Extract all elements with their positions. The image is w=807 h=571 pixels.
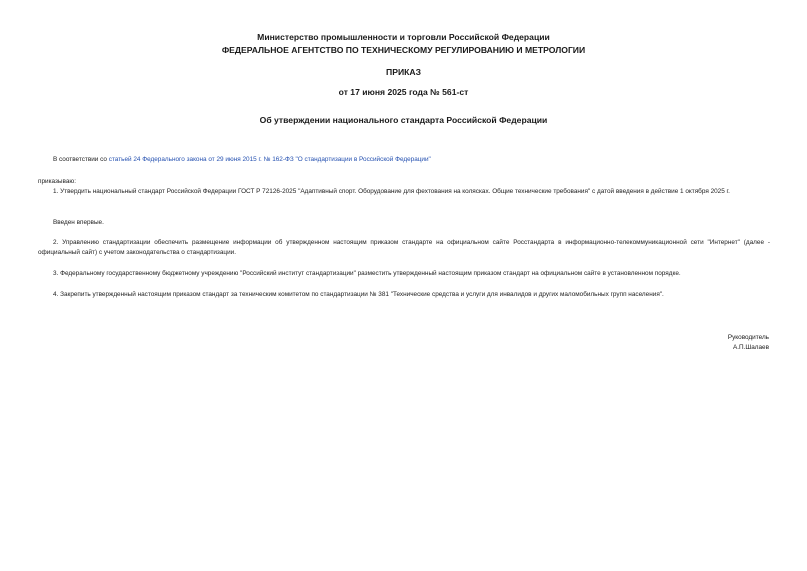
preamble-paragraph bbox=[38, 155, 778, 165]
order-item-3: 3. Федеральному государственному бюджетному учреждению "Российский институт стандартизации" разместить утвержденный настоящим приказом стандарт на официальном сайте в установленном порядке. bbox=[53, 270, 681, 277]
document-title: Об утверждении национального стандарта Российской Федерации bbox=[259, 115, 548, 125]
signer-name: А.П.Шалаев bbox=[732, 344, 769, 351]
orders-word: приказываю: bbox=[38, 178, 76, 185]
signer-title: Руководитель bbox=[727, 334, 769, 341]
preamble-text: В соответствии со bbox=[53, 156, 109, 163]
order-item-2: 2. Управлению стандартизации обеспечить размещение информации об утвержденном настоящим приказом стандарте на официальном сайте Росстандарта в информационно-телекоммуникационной сети "Интернет" (далее - официальный сайт) с учетом законодательства о стандартизации. bbox=[38, 239, 770, 256]
law-reference-link[interactable]: статьей 24 Федерального закона от 29 июня 2015 г. № 162-ФЗ "О стандартизации в Российской Федерации" bbox=[108, 156, 431, 163]
order-item-4: 4. Закрепить утвержденный настоящим приказом стандарт за техническим комитетом по стандартизации № 381 "Технические средства и услуги для инвалидов и других маломобильных групп населения". bbox=[53, 291, 664, 298]
ministry-name: Министерство промышленности и торговли Российской Федерации bbox=[257, 32, 550, 42]
document-type: ПРИКАЗ bbox=[386, 67, 421, 77]
order-item-1: 1. Утвердить национальный стандарт Российской Федерации ГОСТ Р 72126-2025 "Адаптивный спорт. Оборудование для фехтования на колясках. Общие технические требования" с датой введения в действие 1 октября 2025 г. bbox=[53, 188, 730, 195]
document-date-number: от 17 июня 2025 года № 561-ст bbox=[338, 87, 469, 97]
agency-name: ФЕДЕРАЛЬНОЕ АГЕНТСТВО ПО ТЕХНИЧЕСКОМУ РЕГУЛИРОВАНИЮ И МЕТРОЛОГИИ bbox=[221, 45, 586, 55]
introduced-note: Введен впервые. bbox=[53, 219, 104, 226]
